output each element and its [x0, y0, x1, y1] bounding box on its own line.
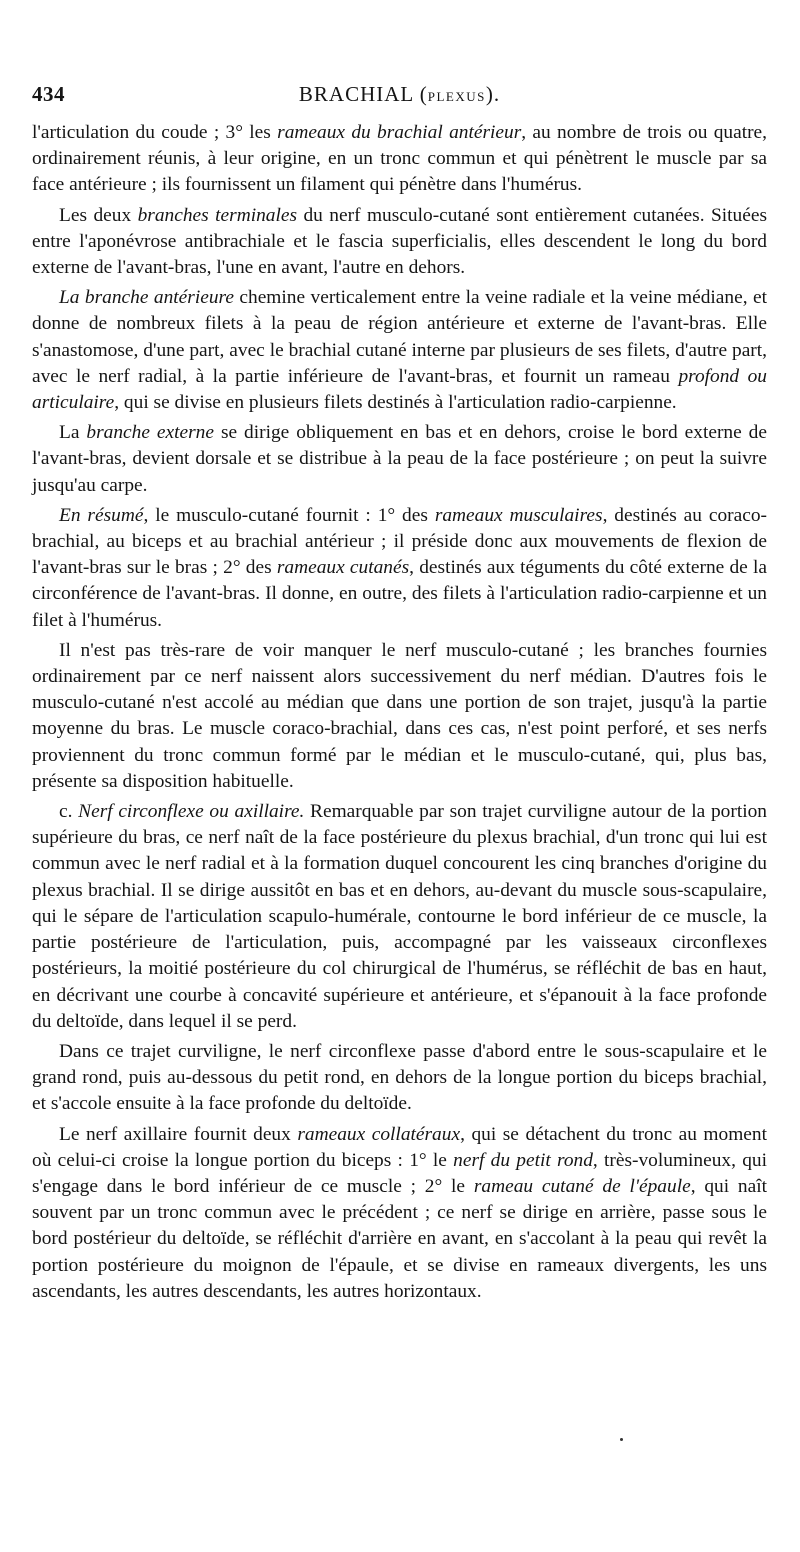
- running-title-main: BRACHIAL: [298, 82, 414, 106]
- text-run: , destinés au coraco-brachial, au biceps et au brachial antérieur ; il préside donc aux mouvements de flexion de l'avant-bras sur le bras ; 2° des: [32, 504, 767, 579]
- running-title: [32, 82, 767, 107]
- text-run: c.: [59, 801, 79, 823]
- text-run: Il n'est pas très-rare de voir manquer le nerf musculo-cutané ; les branches fournies ordinairement par ce nerf naissent alors successivement du nerf médian. D'autres fois le musculo-cutané n'est accolé au médian que dans une portion de son trajet, jusqu'à la partie moyenne du bras. Le muscle coraco-brachial, dans ces cas, n'est point perforé, et ses nerfs proviennent du tronc commun formé par le médian et le musculo-cutané, qui, plus bas, présente sa disposition habituelle.: [32, 639, 767, 792]
- paragraph: [32, 1122, 767, 1305]
- text-run: , très-volumineux, qui s'engage dans le bord inférieur de ce muscle ; 2° le: [32, 1149, 767, 1197]
- running-title-close: ).: [485, 82, 501, 106]
- paragraph: [32, 503, 767, 634]
- text-run: , qui se divise en plusieurs filets destinés à l'articulation radio-carpienne.: [114, 392, 677, 414]
- paragraph: [32, 799, 767, 1035]
- body-text: [32, 120, 767, 1305]
- text-run: Remarquable par son trajet curviligne autour de la portion supérieure du bras, ce nerf naît de la face postérieure du plexus brachial, d'un tronc qui lui est commun avec le nerf radial et à la formation duquel concourent les cinq branches d'origine du plexus brachial. Il se dirige aussitôt en bas et en dehors, au-devant du muscle sous-scapulaire, qui le sépare de l'articulation scapulo-humérale, contourne le bord inférieur de ce muscle, la partie postérieure de l'articulation, puis, accompagné par les vaisseaux circonflexes postérieurs, la moitié postérieure du col chirurgical de l'humérus, se réfléchit de bas en haut, en décrivant une courbe à concavité supérieure et antérieure, et s'épanouit à la face profonde du deltoïde, dans lequel il se perd.: [32, 801, 767, 1032]
- text-run: La: [59, 422, 87, 444]
- page-number: 434: [32, 82, 65, 106]
- italic-run: rameaux cutanés: [276, 557, 410, 579]
- text-run: l'articulation du coude ; 3° les: [32, 122, 278, 143]
- text-run: , qui naît souvent par un tronc commun avec le précédent ; ce nerf se dirige en arrière, passe sous le bord postérieur du deltoïde, se réfléchit d'arrière en avant, en s'accolant à la peau qui revêt la portion postérieure du moignon de l'épaule, et se divise en rameaux divergents, les uns ascendants, les autres descendants, les autres horizontaux.: [32, 1175, 768, 1302]
- paragraph: [32, 203, 767, 282]
- running-title-sub: PLEXUS: [427, 89, 486, 104]
- italic-run: rameaux musculaires: [434, 504, 603, 526]
- italic-run: Nerf circonflexe ou axillaire.: [78, 801, 305, 823]
- text-run: , au nombre de trois ou quatre, ordinairement réunis, à leur origine, en un tronc commun et qui pénètrent le muscle par sa face antérieure ; ils fournissent un filament qui pénètre dans l'humérus.: [32, 122, 768, 196]
- italic-run: branche externe: [86, 422, 214, 444]
- text-run: Le nerf axillaire fournit deux: [59, 1123, 298, 1145]
- text-run: se dirige obliquement en bas et en dehors, croise le bord externe de l'avant-bras, devient dorsale et se distribue à la peau de la face postérieure ; on peut la suivre jusqu'au carpe.: [32, 422, 767, 496]
- italic-run: rameaux collatéraux: [297, 1123, 461, 1145]
- italic-run: profond ou articulaire: [32, 365, 767, 414]
- italic-run: En résumé: [59, 504, 144, 526]
- text-run: Dans ce trajet curviligne, le nerf circonflexe passe d'abord entre le sous-scapulaire et le grand rond, puis au-dessous du petit rond, en dehors de la longue portion du biceps brachial, et s'accole ensuite à la face profonde du deltoïde.: [32, 1040, 767, 1115]
- text-run: Les deux: [59, 204, 138, 226]
- running-head: [32, 80, 767, 116]
- italic-run: rameaux du brachial antérieur: [277, 122, 522, 143]
- paragraph: [32, 1039, 767, 1118]
- paragraph: [32, 420, 767, 499]
- paragraph: [32, 638, 767, 795]
- italic-run: nerf du petit rond: [453, 1149, 593, 1171]
- text-run: , qui se détachent du tronc au moment où celui-ci croise la longue portion du biceps : 1° le: [32, 1123, 767, 1171]
- text-run: , destinés aux téguments du côté externe de la circonférence de l'avant-bras. Il donne, en outre, des filets à l'articulation radio-carpienne et un filet à l'humérus.: [32, 557, 767, 631]
- running-title-open: (: [413, 82, 428, 106]
- italic-run: branches terminales: [137, 204, 298, 226]
- paragraph: [32, 285, 767, 416]
- ink-speck: [620, 1438, 623, 1441]
- italic-run: La branche antérieure: [59, 287, 234, 309]
- paragraph: [32, 120, 767, 199]
- text-run: du nerf musculo-cutané sont entièrement cutanées. Situées entre l'aponévrose antibrachiale et le fascia superficialis, elles descendent le long du bord externe de l'avant-bras, l'une en avant, l'autre en dehors.: [32, 204, 768, 279]
- text-run: , le musculo-cutané fournit : 1° des: [143, 504, 435, 526]
- italic-run: rameau cutané de l'épaule: [473, 1175, 691, 1197]
- text-run: chemine verticalement entre la veine radiale et la veine médiane, et donne de nombreux filets à la peau de région antérieure et externe de l'avant-bras. Elle s'anastomose, d'une part, avec le brachial cutané interne par plusieurs de ses filets, d'autre part, avec le nerf radial, à la partie inférieure de l'avant-bras, et fournit un rameau: [32, 287, 767, 387]
